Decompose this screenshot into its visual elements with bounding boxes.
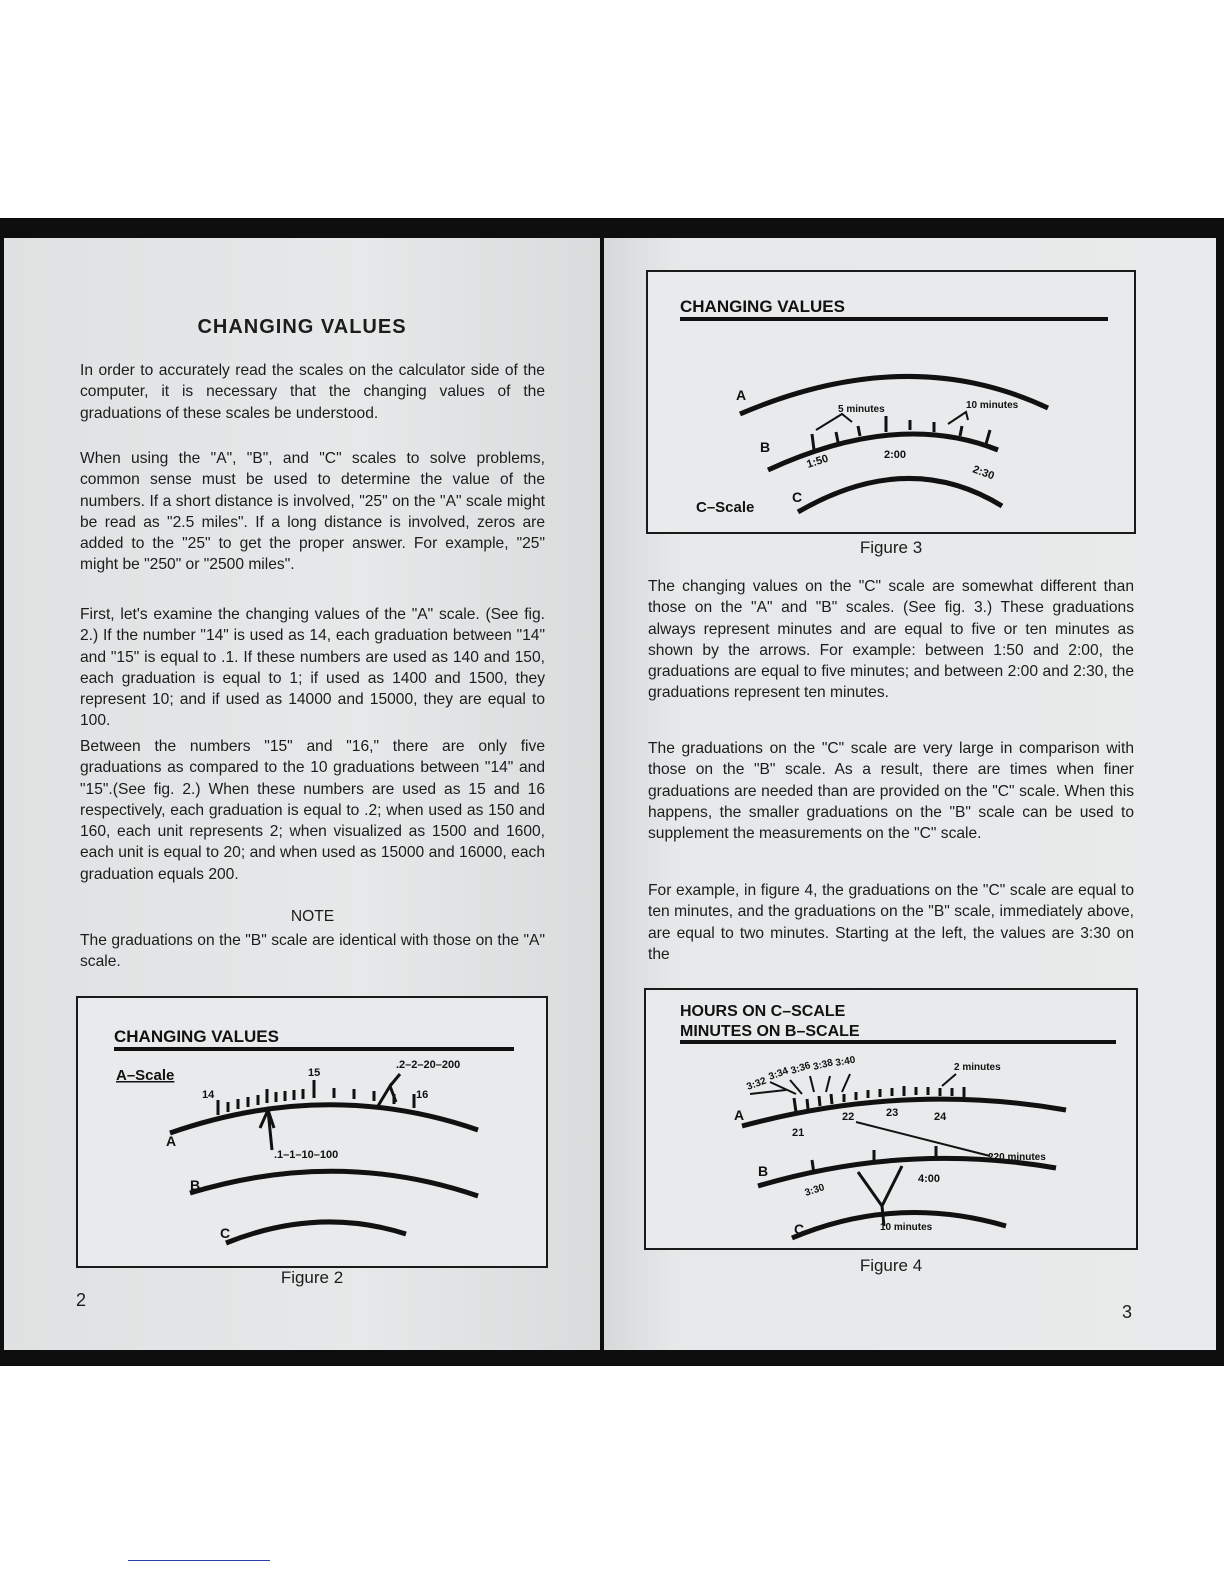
time-label: 3:38 — [812, 1057, 835, 1073]
right-page — [604, 238, 1216, 1350]
arrow-top — [378, 1074, 400, 1106]
scale-arc-c — [798, 478, 1002, 512]
arrow-10min — [948, 412, 968, 424]
label-10-minutes: 10 minutes — [880, 1222, 933, 1233]
time-label: 3:40 — [834, 1054, 857, 1069]
arc-label-a: A — [166, 1133, 177, 1149]
figure-4 — [644, 988, 1138, 1250]
label-4-00: 4:00 — [918, 1173, 941, 1185]
figure-4-diagram — [646, 990, 1136, 1248]
label-1-50: 1:50 — [805, 452, 830, 471]
arc-label-b: B — [758, 1163, 769, 1179]
arc-label-a: A — [734, 1107, 745, 1123]
scale-arc-a — [742, 1099, 1066, 1126]
title-rule — [680, 317, 1108, 321]
a-scale-label: A–Scale — [116, 1067, 175, 1084]
arc-label-b: B — [760, 439, 771, 455]
label-10-minutes: 10 minutes — [966, 400, 1019, 411]
paragraph: First, let's examine the changing values of the "A" scale. (See fig. 2.) If the number "14" is used as 14, each graduation between "14" and "15" is equal to .1. If these numbers are used as 140 and 150, each graduation is equal to 1; if used as 1400 and 1500, they represent 10; and if used as 14000 and 15000, they are equal to 100. — [80, 606, 545, 730]
c-scale-label: C–Scale — [696, 499, 755, 516]
booklet-spread — [0, 218, 1224, 1366]
tick-label-16: 16 — [416, 1089, 429, 1101]
paragraph: When using the "A", "B", and "C" scales to solve problems, common sense must be used to determine the value of the numbers. If a short distance is involved, "25" on the "A" scale might be read as "2.5 miles". If a long distance is involved, zeros are added to the "25" to get the proper answer. For example, "25" might be "250" or "2500 miles". — [80, 450, 545, 574]
label-5-minutes: 5 minutes — [838, 404, 885, 415]
note-title: NOTE — [290, 908, 335, 925]
label-2-00: 2:00 — [884, 449, 907, 461]
annotation-top: .2–2–20–200 — [396, 1059, 461, 1071]
scale-arc-b — [768, 434, 998, 470]
left-page — [4, 238, 600, 1350]
label-2-minutes: 2 minutes — [954, 1062, 1001, 1073]
figure-3 — [646, 270, 1136, 534]
label-21: 21 — [792, 1127, 805, 1139]
paragraph: For example, in figure 4, the graduations on the "C" scale are equal to ten minutes, and the graduations on the "B" scale, immediately above, are equal to two minutes. Starting at the left, the values are 3:30 on the — [648, 882, 1134, 963]
scale-arc-a — [170, 1105, 478, 1133]
label-23: 23 — [886, 1107, 899, 1119]
figure-2-caption: Figure 2 — [280, 1268, 344, 1287]
time-label: 3:32 — [745, 1075, 768, 1093]
label-220-minutes: 220 minutes — [988, 1152, 1046, 1163]
scale-arc-c — [226, 1222, 406, 1243]
figure-4-caption: Figure 4 — [859, 1256, 923, 1275]
arc-label-c: C — [794, 1221, 805, 1237]
label-24: 24 — [934, 1111, 947, 1123]
figure-title: CHANGING VALUES — [680, 297, 845, 316]
figure-3-caption: Figure 3 — [859, 538, 923, 557]
page-number: 2 — [76, 1290, 87, 1310]
title-rule — [114, 1047, 514, 1051]
arc-label-b: B — [190, 1177, 201, 1193]
arc-label-c: C — [792, 489, 803, 505]
arrow-bottom — [260, 1110, 274, 1150]
tick-label-15: 15 — [308, 1067, 321, 1079]
note-text: The graduations on the "B" scale are identical with those on the "A" scale. — [80, 932, 545, 971]
figure-2 — [76, 996, 548, 1268]
page-number: 3 — [1122, 1302, 1133, 1322]
arc-label-a: A — [736, 387, 747, 403]
arc-label-c: C — [220, 1225, 231, 1241]
figure-title-line-2: MINUTES ON B–SCALE — [680, 1023, 860, 1040]
scale-arc-b — [758, 1158, 1056, 1186]
tick-label-14: 14 — [202, 1089, 215, 1101]
arrow-2min — [942, 1074, 956, 1086]
figure-2-diagram — [78, 998, 546, 1266]
figure-title: CHANGING VALUES — [114, 1027, 279, 1046]
paragraph: In order to accurately read the scales on the calculator side of the computer, it is necessary that the changing values of the graduations of these scales be understood. — [80, 362, 545, 422]
time-label: 3:34 — [767, 1065, 790, 1083]
scale-arc-b — [190, 1171, 478, 1196]
label-2-30: 2:30 — [970, 463, 996, 483]
paragraph: Between the numbers "15" and "16," there are only five graduations as compared to the 10 graduations between "14" and "15".(See fig. 2.) When these numbers are used as 15 and 16 respectively, each graduation is equal to .2; when used as 150 and 160, each unit represents 2; when visualized as 1500 and 1600, each unit is equal to 20; and when used as 15000 and 16000, each graduation equals 200. — [80, 738, 545, 883]
label-22: 22 — [842, 1111, 855, 1123]
page-heading: CHANGING VALUES — [197, 316, 407, 338]
paragraph: The changing values on the "C" scale are somewhat different than those on the "A" and "B" scales. (See fig. 3.) These graduations always represent minutes and are equal to five or ten minutes as shown by the arrows. For example: between 1:50 and 2:00, the graduations are equal to five minutes; and between 2:00 and 2:30, the graduations represent ten minutes. — [648, 578, 1134, 702]
title-rule — [680, 1040, 1116, 1044]
arrow-220min — [856, 1122, 990, 1156]
figure-title-line-1: HOURS ON C–SCALE — [680, 1003, 846, 1020]
time-label: 3:36 — [789, 1060, 812, 1077]
arrow-5min — [816, 414, 852, 430]
underline-mark — [128, 1560, 270, 1561]
annotation-bottom: .1–1–10–100 — [274, 1149, 339, 1161]
paragraph: The graduations on the "C" scale are very large in comparison with those on the "B" scale. As a result, there are times when finer graduations are needed than are provided on the "C" scale. When this happens, the smaller graduations on the "B" scale can be used to supplement the measurements on the "C" scale. — [648, 740, 1134, 843]
label-3-30: 3:30 — [803, 1182, 826, 1199]
figure-3-diagram — [648, 272, 1134, 532]
